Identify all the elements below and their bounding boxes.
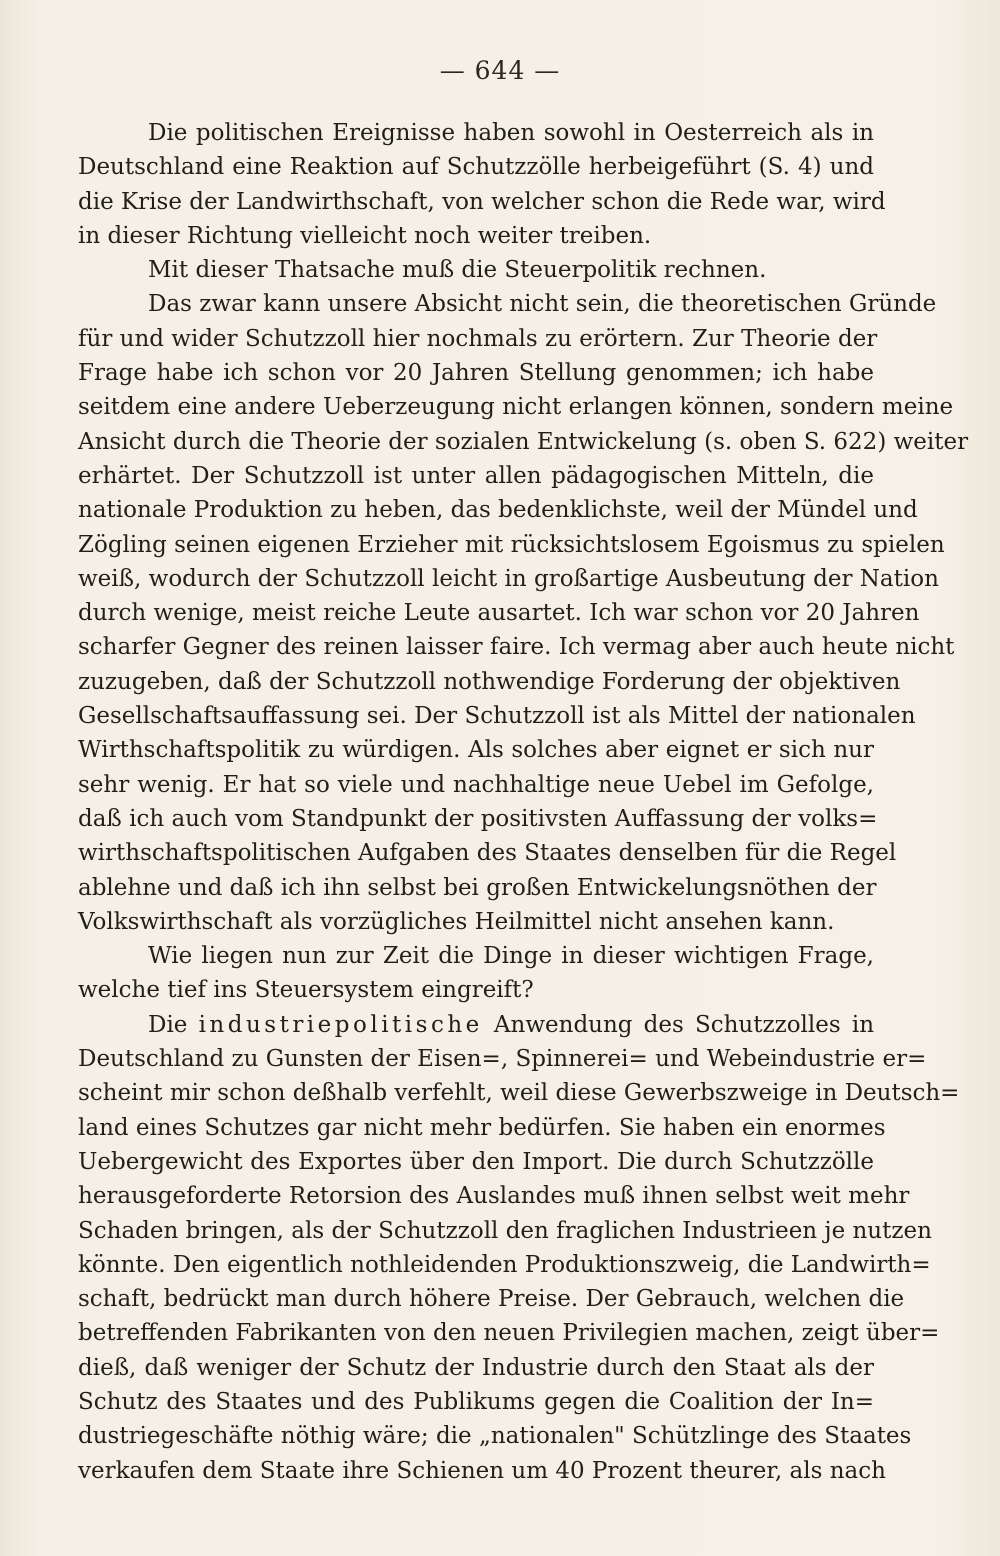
text-line: Die industriepolitische Anwendung des Schutzzolles in <box>148 1011 875 1038</box>
text-line: erhärtet. Der Schutzzoll ist unter allen pädagogischen Mitteln, die <box>78 462 874 489</box>
text-line: herausgeforderte Retorsion des Auslandes muß ihnen selbst weit mehr <box>78 1183 910 1210</box>
body-text <box>78 116 969 1488</box>
text-line: Zögling seinen eigenen Erzieher mit rücksichtslosem Egoismus zu spielen <box>78 531 945 558</box>
text-line: verkaufen dem Staate ihre Schienen um 40 Prozent theurer, als nach <box>78 1457 886 1484</box>
text-line: Schaden bringen, als der Schutzzoll den fraglichen Industrieen je nutzen <box>78 1217 932 1244</box>
text-line: in dieser Richtung vielleicht noch weiter treiben. <box>78 222 652 249</box>
text-line: durch wenige, meist reiche Leute ausartet. Ich war schon vor 20 Jahren <box>78 600 920 627</box>
text-line: Volkswirthschaft als vorzügliches Heilmittel nicht ansehen kann. <box>78 908 835 935</box>
text-line: dieß, daß weniger der Schutz der Industrie durch den Staat als der <box>78 1354 874 1381</box>
text-line: betreffenden Fabrikanten von den neuen Privilegien machen, zeigt über= <box>78 1320 940 1347</box>
text-line: für und wider Schutzzoll hier nochmals zu erörtern. Zur Theorie der <box>78 325 878 352</box>
text-line: welche tief ins Steuersystem eingreift? <box>78 977 534 1004</box>
text-line: Uebergewicht des Exportes über den Import. Die durch Schutzzölle <box>78 1148 874 1175</box>
text-line: Wirthschaftspolitik zu würdigen. Als solches aber eignet er sich nur <box>78 737 874 764</box>
text-line: Deutschland zu Gunsten der Eisen=, Spinnerei= und Webeindustrie er= <box>78 1046 927 1073</box>
text-line: weiß, wodurch der Schutzzoll leicht in großartige Ausbeutung der Nation <box>78 565 939 592</box>
text-line: könnte. Den eigentlich nothleidenden Produktionszweig, die Landwirth= <box>78 1251 931 1278</box>
text-line: sehr wenig. Er hat so viele und nachhaltige neue Uebel im Gefolge, <box>78 771 874 798</box>
text-line: Schutz des Staates und des Publikums gegen die Coalition der In= <box>78 1388 874 1415</box>
emphasized-word: industriepolitische <box>198 1011 483 1038</box>
text-line: land eines Schutzes gar nicht mehr bedürfen. Sie haben ein enormes <box>78 1114 886 1141</box>
text-line: Mit dieser Thatsache muß die Steuerpolitik rechnen. <box>148 257 767 284</box>
text-line: Das zwar kann unsere Absicht nicht sein, die theoretischen Gründe <box>148 291 937 318</box>
text-line: daß ich auch vom Standpunkt der positivsten Auffassung der volks= <box>78 805 878 832</box>
text-line: scharfer Gegner des reinen laisser faire. Ich vermag aber auch heute nicht <box>78 634 955 661</box>
text-line: Deutschland eine Reaktion auf Schutzzölle herbeigeführt (S. 4) und <box>78 154 874 181</box>
text-line: Ansicht durch die Theorie der sozialen Entwickelung (s. oben S. 622) weiter <box>78 428 969 455</box>
text-line: Die politischen Ereignisse haben sowohl in Oesterreich als in <box>148 120 874 146</box>
text-line: ablehne und daß ich ihn selbst bei großen Entwickelungsnöthen der <box>78 874 877 901</box>
text-line: Wie liegen nun zur Zeit die Dinge in dieser wichtigen Frage, <box>148 943 874 970</box>
text-line: die Krise der Landwirthschaft, von welcher schon die Rede war, wird <box>78 188 886 215</box>
text-line: nationale Produktion zu heben, das bedenklichste, weil der Mündel und <box>78 497 918 524</box>
text-line: dustriegeschäfte nöthig wäre; die „nationalen" Schützlinge des Staates <box>78 1423 912 1450</box>
text-line: schaft, bedrückt man durch höhere Preise. Der Gebrauch, welchen die <box>78 1286 905 1313</box>
text-line: zuzugeben, daß der Schutzzoll nothwendige Forderung der objektiven <box>78 668 901 695</box>
page-number: — 644 — <box>439 56 561 85</box>
text-line: Gesellschaftsauffassung sei. Der Schutzzoll ist als Mittel der nationalen <box>78 703 916 730</box>
text-line: seitdem eine andere Ueberzeugung nicht erlangen können, sondern meine <box>78 394 954 421</box>
text-line: Frage habe ich schon vor 20 Jahren Stellung genommen; ich habe <box>78 360 874 387</box>
text-line: wirthschaftspolitischen Aufgaben des Staates denselben für die Regel <box>78 840 897 867</box>
text-line: scheint mir schon deßhalb verfehlt, weil diese Gewerbszweige in Deutsch= <box>78 1080 960 1107</box>
